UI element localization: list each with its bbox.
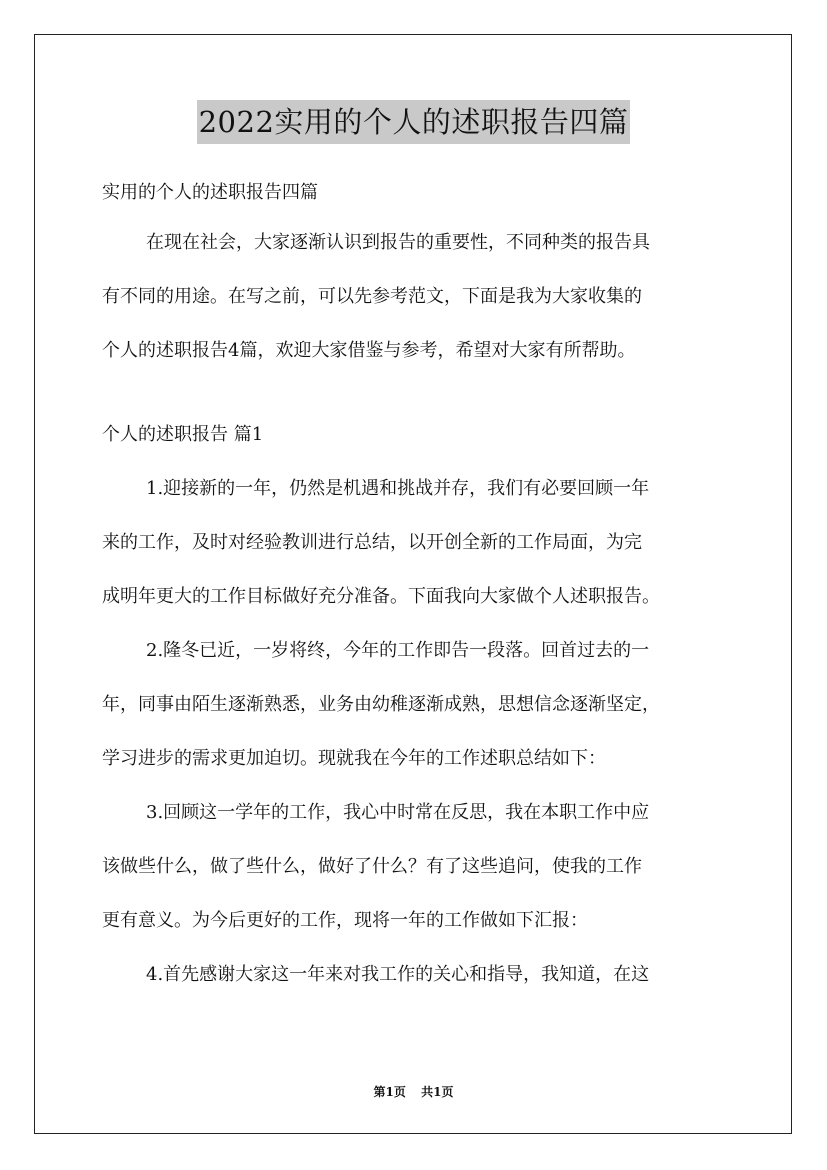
intro-paragraph: [102, 216, 747, 378]
item3-line: 更有意义。为今后更好的工作，现将一年的工作做如下汇报：: [102, 910, 588, 931]
item1-line: 来的工作，及时对经验教训进行总结，以开创全新的工作局面，为完: [102, 532, 642, 553]
section-heading: 个人的述职报告 篇1: [102, 424, 264, 445]
document-body: [102, 170, 747, 1002]
item1-line: 成明年更大的工作目标做好充分准备。下面我向大家做个人述职报告。: [102, 586, 660, 607]
item2-line: 年，同事由陌生逐渐熟悉，业务由幼稚逐渐成熟，思想信念逐渐坚定，: [102, 694, 660, 715]
page-total: 共1页: [421, 1085, 454, 1099]
item1-paragraph: [102, 462, 747, 624]
intro-line: 在现在社会，大家逐渐认识到报告的重要性，不同种类的报告具: [146, 232, 650, 253]
item2-line: 学习进步的需求更加迫切。现就我在今年的工作述职总结如下：: [102, 748, 606, 769]
item3-line: 3.回顾这一学年的工作，我心中时常在反思，我在本职工作中应: [146, 802, 650, 823]
item3-line: 该做些什么，做了些什么，做好了什么？有了这些追问，使我的工作: [102, 856, 642, 877]
item4-line: 4.首先感谢大家这一年来对我工作的关心和指导，我知道，在这: [146, 964, 650, 985]
item3-paragraph: [102, 786, 747, 948]
intro-line: 有不同的用途。在写之前，可以先参考范文，下面是我为大家收集的: [102, 286, 642, 307]
intro-line: 个人的述职报告4篇，欢迎大家借鉴与参考，希望对大家有所帮助。: [102, 340, 636, 361]
item4-paragraph: [102, 948, 747, 1002]
document-subtitle: 实用的个人的述职报告四篇: [102, 182, 318, 203]
page-footer: [0, 1082, 827, 1102]
page-number: 第1页: [373, 1085, 406, 1099]
item2-line: 2.隆冬已近，一岁将终，今年的工作即告一段落。回首过去的一: [146, 640, 650, 661]
footer-spacer: [410, 1085, 418, 1099]
section-gap: [102, 378, 747, 408]
item2-paragraph: [102, 624, 747, 786]
item1-line: 1.迎接新的一年，仍然是机遇和挑战并存，我们有必要回顾一年: [146, 478, 650, 499]
document-title: 2022实用的个人的述职报告四篇: [197, 100, 631, 144]
title-wrap: [0, 100, 827, 144]
